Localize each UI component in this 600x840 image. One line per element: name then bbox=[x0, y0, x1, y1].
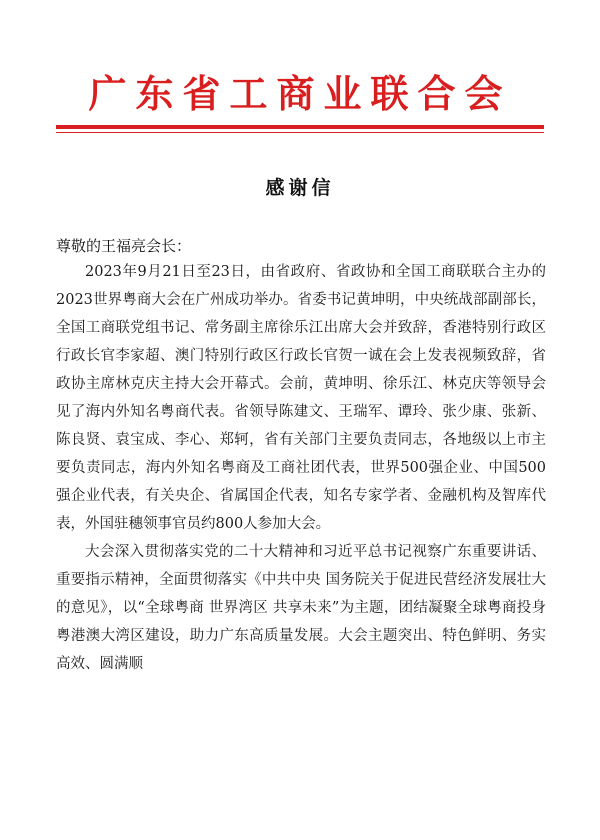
document-title: 感谢信 bbox=[265, 177, 335, 199]
letterhead-org-name: 广东省工商业联合会 bbox=[88, 71, 512, 116]
letterhead-rule-thick bbox=[56, 125, 544, 129]
salutation: 尊敬的王福亮会长： bbox=[56, 237, 192, 255]
body-paragraph-2: 大会深入贯彻落实党的二十大精神和习近平总书记视察广东重要讲话、重要指示精神，全面贯彻落实《中共中央 国务院关于促进民营经济发展壮大的意见》，以“全球粤商 世界湾区 共享未来”为主题，团结凝聚全球粤商投身粤港澳大湾区建设，助力广东高质量发展。大会主题突出、特色鲜明、务实高效、圆满顺 bbox=[56, 544, 546, 672]
letter-body bbox=[56, 258, 546, 678]
body-paragraph-1: 2023年9月21日至23日，由省政府、省政协和全国工商联联合主办的2023世界粤商大会在广州成功举办。省委书记黄坤明，中央统战部副部长，全国工商联党组书记、常务副主席徐乐江出席大会并致辞，香港特别行政区行政长官李家超、澳门特别行政区行政长官贺一诚在会上发表视频致辞，省政协主席林克庆主持大会开幕式。会前，黄坤明、徐乐江、林克庆等领导会见了海内外知名粤商代表。省领导陈建文、王瑞军、谭玲、张少康、张新、陈良贤、袁宝成、李心、郑轲，省有关部门主要负责同志，各地级以上市主要负责同志，海内外知名粤商及工商社团代表，世界500强企业、中国500强企业代表，有关央企、省属国企代表，知名专家学者、金融机构及智库代表，外国驻穗领事官员约800人参加大会。 bbox=[56, 264, 546, 532]
letterhead-rule-thin bbox=[56, 132, 544, 133]
